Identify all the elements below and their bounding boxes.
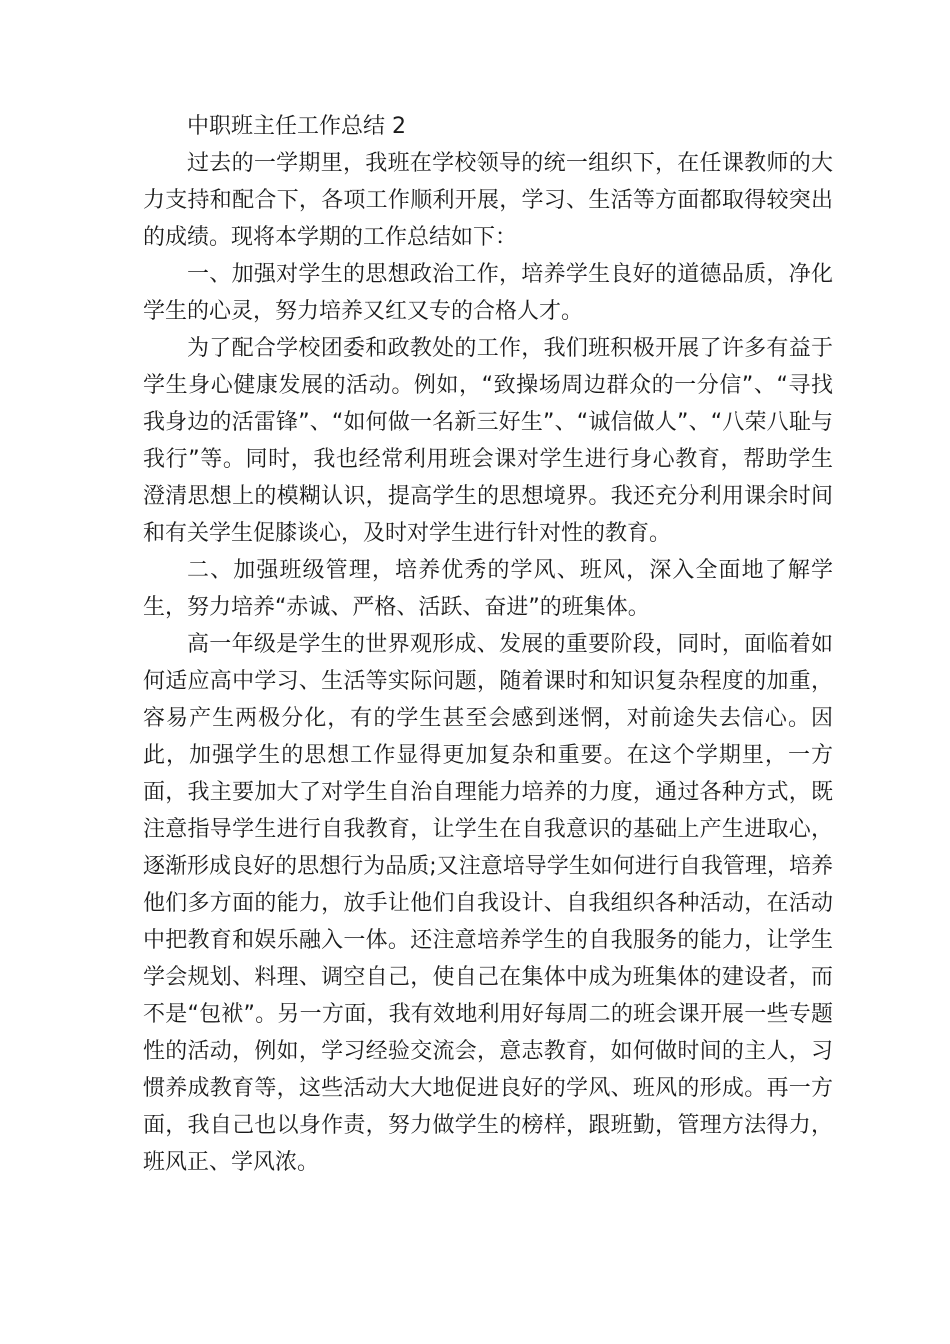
document-title: 中职班主任工作总结 2 — [187, 114, 406, 139]
paragraph-section-2-body: 高一年级是学生的世界观形成、发展的重要阶段，同时，面临着如何适应高中学习、生活等实际问题，随着课时和知识复杂程度的加重，容易产生两极分化，有的学生甚至会感到迷惘，对前途失去信心。因此，加强学生的思想工作显得更加复杂和重要。在这个学期里，一方面，我主要加大了对学生自治自理能力培养的力度，通过各种方式，既注意指导学生进行自我教育，让学生在自我意识的基础上产生进取心，逐渐形成良好的思想行为品质;又注意培导学生如何进行自我管理，培养他们多方面的能力，放手让他们自我设计、自我组织各种活动，在活动中把教育和娱乐融入一体。还注意培养学生的自我服务的能力，让学生学会规划、料理、调空自己，使自己在集体中成为班集体的建设者，而不是“包袱”。另一方面，我有效地利用好每周二的班会课开展一些专题性的活动，例如，学习经验交流会，意志教育，如何做时间的主人，习惯养成教育等，这些活动大大地促进良好的学风、班风的形成。再一方面，我自己也以身作责，努力做学生的榜样，跟班勤，管理方法得力，班风正、学风浓。 — [143, 632, 833, 1175]
paragraph-section-1-body: 为了配合学校团委和政教处的工作，我们班积极开展了许多有益于学生身心健康发展的活动。例如，“致操场周边群众的一分信”、“寻找我身边的活雷锋”、“如何做一名新三好生”、“诚信做人”、“八荣八耻与我行”等。同时，我也经常利用班会课对学生进行身心教育，帮助学生澄清思想上的模糊认识，提高学生的思想境界。我还充分利用课余时间和有关学生促膝谈心，及时对学生进行针对性的教育。 — [143, 336, 833, 546]
paragraph-section-2-heading: 二、加强班级管理，培养优秀的学风、班风，深入全面地了解学生，努力培养“赤诚、严格、活跃、奋进”的班集体。 — [143, 558, 833, 620]
paragraph-section-1-heading: 一、加强对学生的思想政治工作，培养学生良好的道德品质，净化学生的心灵，努力培养又红又专的合格人才。 — [143, 262, 833, 324]
paragraph-intro: 过去的一学期里，我班在学校领导的统一组织下，在任课教师的大力支持和配合下，各项工作顺利开展，学习、生活等方面都取得较突出的成绩。现将本学期的工作总结如下： — [143, 151, 833, 250]
document-body — [143, 108, 833, 1181]
